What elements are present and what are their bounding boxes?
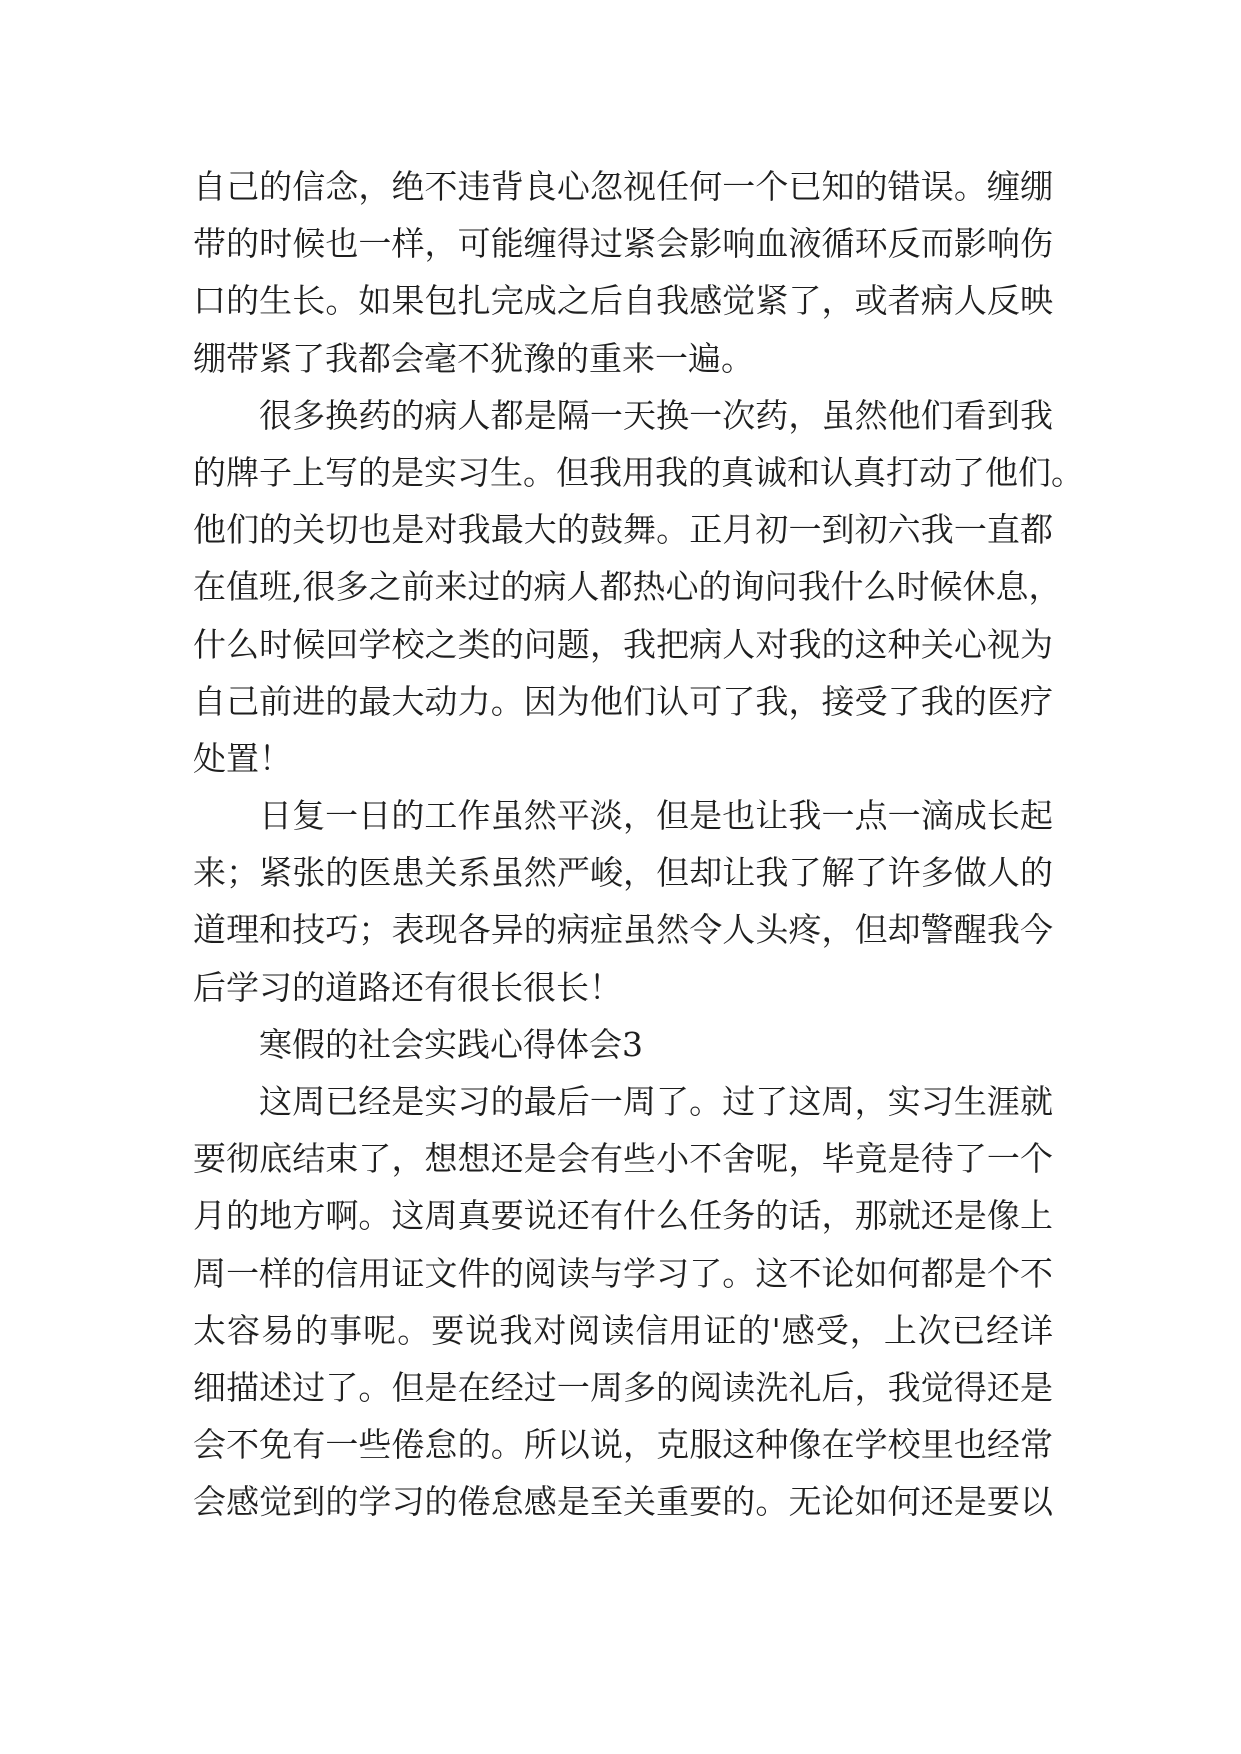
text-line: 道理和技巧；表现各异的病症虽然令人头疼，但却警醒我今 [193,910,1053,950]
text-line: 周一样的信用证文件的阅读与学习了。这不论如何都是个不 [193,1253,1053,1293]
text-line: 这周已经是实习的最后一周了。过了这周，实习生涯就 [259,1082,1053,1121]
text-line: 自己的信念，绝不违背良心忽视任何一个已知的错误。缠绷 [193,167,1053,206]
text-line: 月的地方啊。这周真要说还有什么任务的话，那就还是像上 [193,1196,1053,1236]
text-line: 口的生长。如果包扎完成之后自我感觉紧了，或者病人反映 [193,281,1053,321]
text-line: 太容易的事呢。要说我对阅读信用证的'感受，上次已经详 [193,1310,1053,1350]
text-line: 要彻底结束了，想想还是会有些小不舍呢，毕竟是待了一个 [193,1139,1053,1179]
text-line: 很多换药的病人都是隔一天换一次药，虽然他们看到我 [259,395,1053,435]
text-line: 寒假的社会实践心得体会3 [259,1024,643,1064]
text-line: 的牌子上写的是实习生。但我用我的真诚和认真打动了他们。 [193,452,1084,492]
text-line: 会感觉到的学习的倦怠感是至关重要的。无论如何还是要以 [193,1482,1053,1522]
text-line: 带的时候也一样，可能缠得过紧会影响血液循环反而影响伤 [193,224,1053,264]
text-line: 他们的关切也是对我最大的鼓舞。正月初一到初六我一直都 [193,510,1053,550]
text-line: 绷带紧了我都会毫不犹豫的重来一遍。 [193,338,754,378]
text-line: 自己前进的最大动力。因为他们认可了我，接受了我的医疗 [193,681,1053,721]
text-line: 处置！ [193,738,292,778]
text-line: 来；紧张的医患关系虽然严峻，但却让我了解了许多做人的 [193,853,1053,893]
body-text [193,158,1084,1531]
text-line: 什么时候回学校之类的问题，我把病人对我的这种关心视为 [193,624,1053,664]
text-line: 会不免有一些倦怠的。所以说，克服这种像在学校里也经常 [193,1425,1053,1465]
text-line: 细描述过了。但是在经过一周多的阅读洗礼后，我觉得还是 [193,1367,1053,1407]
text-line: 在值班,很多之前来过的病人都热心的询问我什么时候休息， [193,567,1062,607]
text-line: 后学习的道路还有很长很长！ [193,967,622,1007]
text-line: 日复一日的工作虽然平淡，但是也让我一点一滴成长起 [259,796,1053,836]
